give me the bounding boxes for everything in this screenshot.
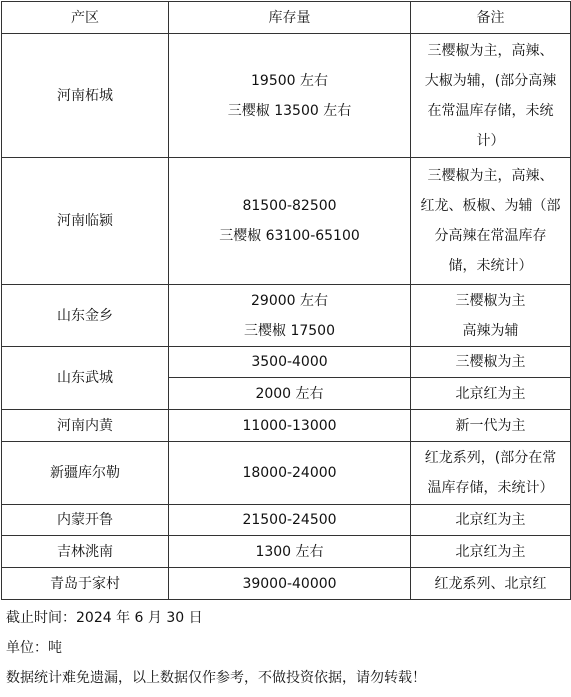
header-note: 备注 (411, 2, 571, 34)
inventory-line: 三樱椒 17500 (244, 322, 335, 339)
note-line: 分高辣在常温库存 (434, 228, 547, 244)
table-row (2, 158, 571, 285)
region-cell: 河南柘城 (2, 34, 169, 158)
inventory-cell: 1300 左右 (169, 536, 411, 568)
inventory-line: 三樱椒 63100-65100 (219, 228, 360, 244)
inventory-line: 81500-82500 (242, 198, 337, 214)
disclaimer-text: 数据统计难免遗漏，以上数据仅作参考，不做投资依据，请勿转载！ (6, 670, 426, 686)
note-line: 大椒为辅，(部分高辣 (424, 72, 557, 89)
note-line: 在常温库存储，未统 (427, 102, 554, 119)
footer-notes (6, 603, 566, 693)
table-row (2, 347, 571, 378)
inventory-cell: 11000-13000 (169, 410, 411, 442)
table-row (2, 536, 571, 568)
inventory-cell: 18000-24000 (169, 442, 411, 505)
note-line: 储，未统计） (448, 258, 533, 274)
note-line: 三樱椒为主，高辣、 (427, 42, 554, 59)
note-cell (411, 285, 571, 347)
note-line: 红龙系列，(部分在常 (424, 450, 557, 466)
region-cell: 河南内黄 (2, 410, 169, 442)
note-cell: 北京红为主 (411, 378, 571, 410)
deadline-text: 截止时间：2024 年 6 月 30 日 (6, 610, 203, 626)
region-cell: 青岛于家村 (2, 568, 169, 600)
table-row (2, 442, 571, 505)
region-cell: 内蒙开鲁 (2, 505, 169, 536)
table-row (2, 568, 571, 600)
inventory-line: 三樱椒 13500 左右 (227, 102, 352, 119)
region-cell: 吉林洮南 (2, 536, 169, 568)
table-row (2, 410, 571, 442)
note-cell: 北京红为主 (411, 505, 571, 536)
inventory-table (1, 1, 571, 600)
note-line: 计） (476, 132, 505, 149)
note-line: 三樱椒为主 (455, 292, 526, 309)
note-cell: 红龙系列、北京红 (411, 568, 571, 600)
inventory-line: 19500 左右 (251, 72, 328, 89)
table-row (2, 505, 571, 536)
region-cell: 山东武城 (2, 347, 169, 410)
region-cell: 山东金乡 (2, 285, 169, 347)
header-region: 产区 (2, 2, 169, 34)
note-line: 红龙、板椒、为辅（部 (420, 198, 561, 214)
inventory-line: 29000 左右 (251, 292, 328, 309)
region-cell: 新疆库尔勒 (2, 442, 169, 505)
note-line: 温库存储，未统计） (427, 480, 554, 496)
inventory-cell (169, 158, 411, 285)
table-row (2, 285, 571, 347)
table-row (2, 34, 571, 158)
inventory-cell: 21500-24500 (169, 505, 411, 536)
note-cell (411, 442, 571, 505)
inventory-cell: 39000-40000 (169, 568, 411, 600)
inventory-cell: 2000 左右 (169, 378, 411, 410)
note-cell: 三樱椒为主 (411, 347, 571, 378)
note-line: 三樱椒为主，高辣、 (427, 168, 554, 184)
inventory-cell (169, 34, 411, 158)
note-cell (411, 158, 571, 285)
header-inventory: 库存量 (169, 2, 411, 34)
region-cell: 河南临颍 (2, 158, 169, 285)
table-header-row (2, 2, 571, 34)
note-cell: 北京红为主 (411, 536, 571, 568)
inventory-cell: 3500-4000 (169, 347, 411, 378)
inventory-cell (169, 285, 411, 347)
note-cell: 新一代为主 (411, 410, 571, 442)
unit-text: 单位：吨 (6, 640, 62, 656)
note-cell (411, 34, 571, 158)
note-line: 高辣为辅 (462, 322, 519, 339)
